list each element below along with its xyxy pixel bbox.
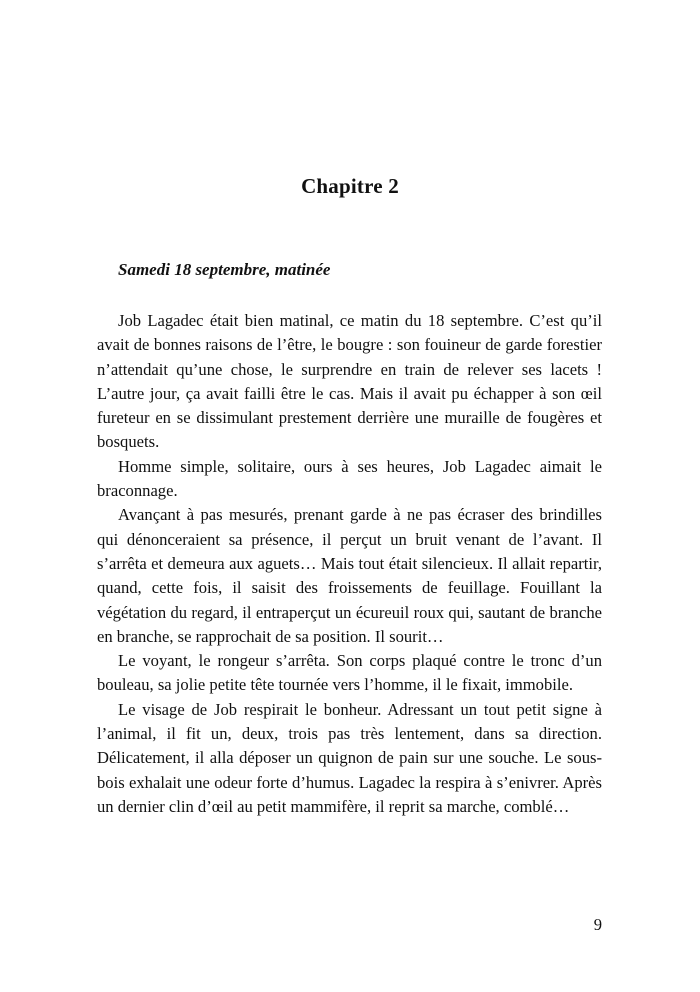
paragraph: Avançant à pas mesurés, prenant garde à ne pas écraser des brindilles qui dénonceraient sa présence, il perçut un bruit venant de l’avant. Il s’arrêta et demeura aux aguets… Mais tout était silencieux. Il allait repartir, quand, cette fois, il saisit des froissements de feuillage. Fouillant la végétation du regard, il entraperçut un écureuil roux qui, sautant de branche en branche, se rapprochait de sa position. Il sourit… (97, 505, 602, 646)
paragraph: Homme simple, solitaire, ours à ses heures, Job Lagadec aimait le braconnage. (97, 456, 602, 501)
paragraph: Le visage de Job respirait le bonheur. Adressant un tout petit signe à l’animal, il fit un, deux, trois pas très lentement, dans sa direction. Délicatement, il alla déposer un quignon de pain sur une souche. Le sous-bois exhalait une odeur forte d’humus. Lagadec la respira à s’enivrer. Après un dernier clin d’œil au petit mammifère, il reprit sa marche, comblé… (97, 699, 602, 816)
page-number: 9 (593, 915, 602, 934)
section-heading: Samedi 18 septembre, matinée (118, 260, 331, 279)
body-text (97, 309, 602, 819)
paragraph: Job Lagadec était bien matinal, ce matin du 18 septembre. C’est qu’il avait de bonnes raisons de l’être, le bougre : son fouineur de garde forestier n’attendait qu’une chose, le surprendre en train de relever ses lacets ! L’autre jour, ça avait failli être le cas. Mais il avait pu échapper à son œil fureteur en se dissimulant prestement derrière une muraille de fougères et bosquets. (97, 311, 602, 452)
chapter-title: Chapitre 2 (301, 174, 399, 198)
paragraph: Le voyant, le rongeur s’arrêta. Son corps plaqué contre le tronc d’un bouleau, sa jolie petite tête tournée vers l’homme, il le fixait, immobile. (97, 651, 602, 695)
